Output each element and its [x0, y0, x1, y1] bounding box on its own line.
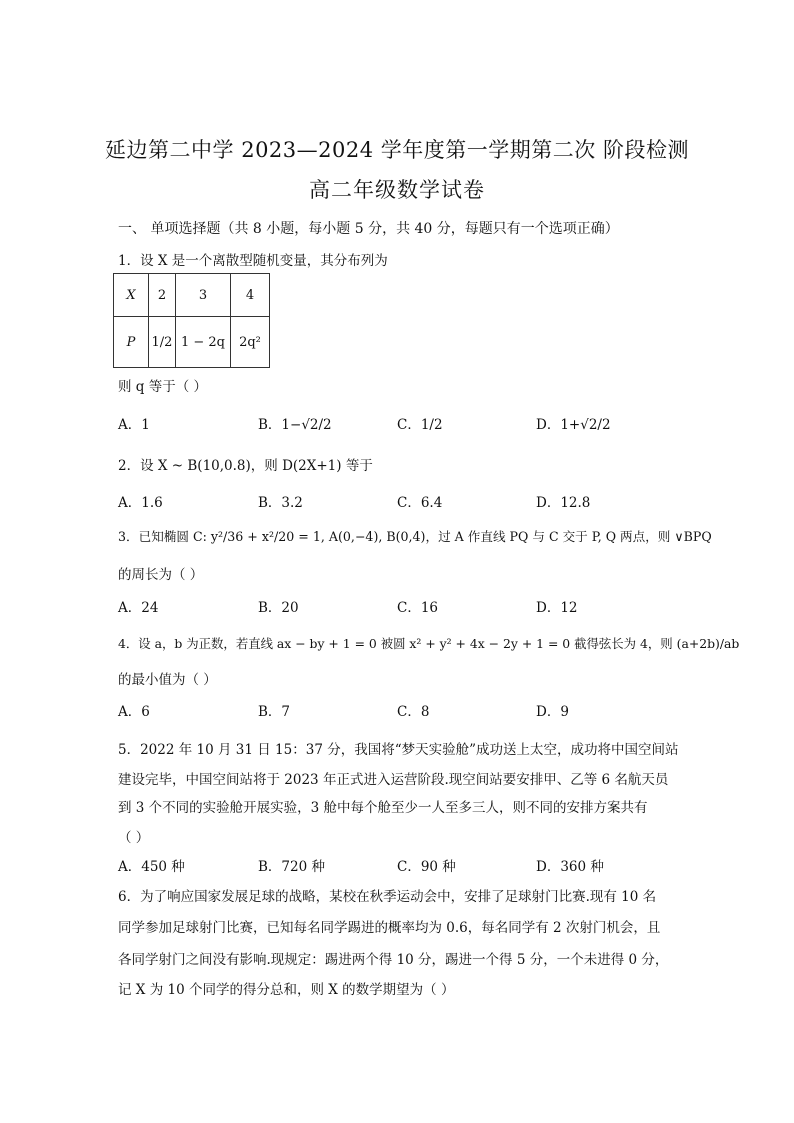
- q2-option-a: A．1.6: [118, 495, 163, 511]
- q6-line1: 6．为了响应国家发展足球的战略，某校在秋季运动会中，安排了足球射门比赛.现有 10 名: [118, 889, 657, 905]
- q3-option-d: D．12: [536, 600, 578, 616]
- exam-subtitle: 高二年级数学试卷: [309, 178, 485, 202]
- q1-stem: 1．设 X 是一个离散型随机变量，其分布列为: [118, 253, 388, 269]
- table-cell: 2q²: [231, 317, 270, 368]
- q1-ask: 则 q 等于（ ）: [118, 379, 208, 395]
- q5-option-b: B．720 种: [258, 859, 325, 875]
- q1-option-a: A．1: [118, 417, 150, 433]
- table-cell: 1 − 2q: [176, 317, 231, 368]
- table-row: [114, 274, 270, 317]
- q2-stem: 2．设 X ~ B(10,0.8)，则 D(2X+1) 等于: [118, 458, 373, 474]
- q5-option-a: A．450 种: [118, 859, 185, 875]
- q3-option-b: B．20: [258, 600, 299, 616]
- q5-option-c: C．90 种: [397, 859, 456, 875]
- q3-stem-line1: 3．已知椭圆 C: y²/36 + x²/20 = 1, A(0,−4), B(0,4)，过 A 作直线 PQ 与 C 交于 P, Q 两点，则 ∨BPQ: [118, 529, 712, 544]
- section-heading: 一、 单项选择题（共 8 小题，每小题 5 分，共 40 分，每题只有一个选项正确）: [118, 221, 619, 237]
- q5-line2: 建设完毕，中国空间站将于 2023 年正式进入运营阶段.现空间站要安排甲、乙等 6 名航天员: [118, 772, 669, 788]
- q4-option-b: B．7: [258, 704, 291, 720]
- q4-option-c: C．8: [397, 704, 430, 720]
- q5-line1: 5．2022 年 10 月 31 日 15：37 分，我国将“梦天实验舱”成功送上太空，成功将中国空间站: [118, 742, 679, 758]
- q1-option-d: D．1+√2/2: [536, 417, 611, 433]
- table-cell: 2: [149, 274, 176, 317]
- table-cell: X: [114, 274, 149, 317]
- q1-option-b: B．1−√2/2: [258, 417, 332, 433]
- q1-option-c: C．1/2: [397, 417, 443, 433]
- q3-stem-line2: 的周长为（ ）: [118, 567, 204, 583]
- q5-option-d: D．360 种: [536, 859, 604, 875]
- q2-option-b: B．3.2: [258, 495, 303, 511]
- q5-line4: （ ）: [118, 830, 150, 846]
- table-cell: 1/2: [149, 317, 176, 368]
- table-cell: P: [114, 317, 149, 368]
- q4-option-d: D．9: [536, 704, 569, 720]
- table-cell: 3: [176, 274, 231, 317]
- q3-option-a: A．24: [118, 600, 159, 616]
- q6-line3: 各同学射门之间没有影响.现规定：踢进两个得 10 分，踢进一个得 5 分，一个未进得 0 分，: [118, 952, 669, 968]
- q6-line4: 记 X 为 10 个同学的得分总和，则 X 的数学期望为（ ）: [118, 982, 455, 998]
- table-cell: 4: [231, 274, 270, 317]
- q4-option-a: A．6: [118, 704, 150, 720]
- q2-option-d: D．12.8: [536, 495, 591, 511]
- q4-stem-line1: 4．设 a，b 为正数，若直线 ax − by + 1 = 0 被圆 x² + y² + 4x − 2y + 1 = 0 截得弦长为 4，则 (a+2b)/ab: [118, 636, 740, 651]
- distribution-table: [113, 273, 270, 368]
- q2-option-c: C．6.4: [397, 495, 443, 511]
- q5-line3: 到 3 个不同的实验舱开展实验，3 舱中每个舱至少一人至多三人，则不同的安排方案共有: [118, 800, 648, 816]
- q3-option-c: C．16: [397, 600, 439, 616]
- q6-line2: 同学参加足球射门比赛，已知每名同学踢进的概率均为 0.6，每名同学有 2 次射门机会，且: [118, 920, 661, 936]
- table-row: [114, 317, 270, 368]
- q4-stem-line2: 的最小值为（ ）: [118, 672, 217, 688]
- exam-title: 延边第二中学 2023—2024 学年度第一学期第二次 阶段检测: [105, 138, 689, 162]
